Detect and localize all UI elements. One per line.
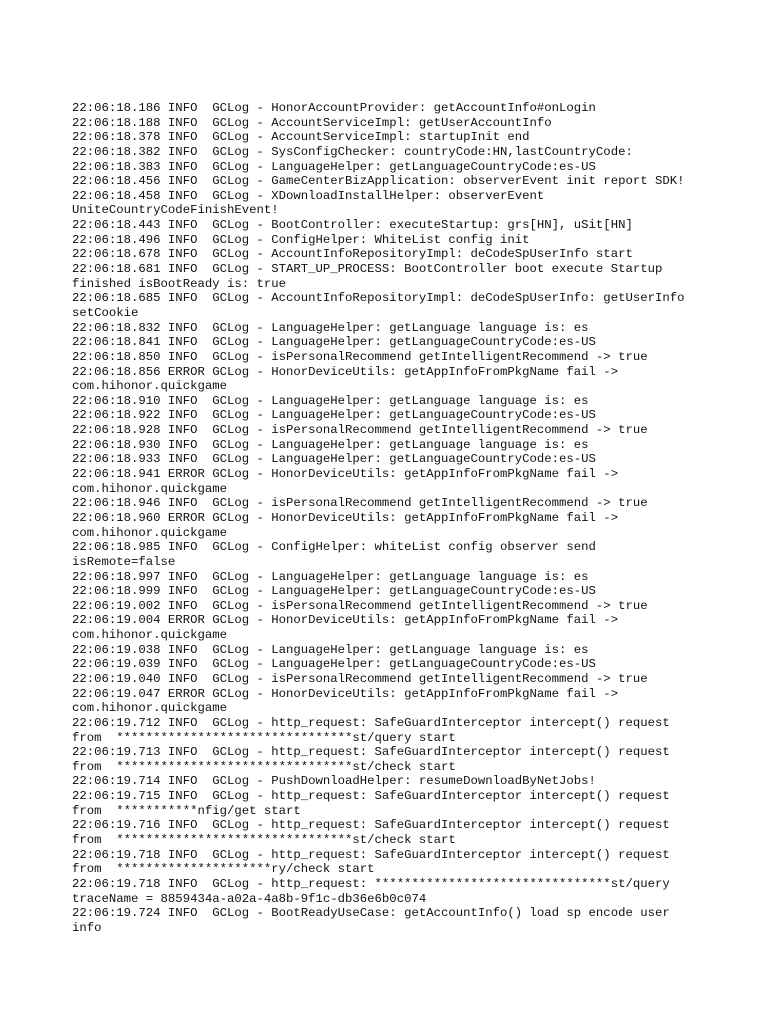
log-line: com.hihonor.quickgame <box>72 701 227 716</box>
log-document <box>72 101 712 936</box>
log-line: 22:06:19.714 INFO GCLog - PushDownloadHelper: resumeDownloadByNetJobs! <box>72 774 596 789</box>
log-line: 22:06:18.910 INFO GCLog - LanguageHelper: getLanguage language is: es <box>72 393 589 408</box>
log-line: from ***********nfig/get start <box>72 803 301 818</box>
log-line: com.hihonor.quickgame <box>72 525 227 540</box>
log-line: from ********************************st/query start <box>72 730 456 745</box>
log-line: 22:06:18.832 INFO GCLog - LanguageHelper: getLanguage language is: es <box>72 320 589 335</box>
log-line: 22:06:19.002 INFO GCLog - isPersonalRecommend getIntelligentRecommend -> true <box>72 598 648 613</box>
log-line: UniteCountryCodeFinishEvent! <box>72 203 279 218</box>
log-line: 22:06:19.004 ERROR GCLog - HonorDeviceUtils: getAppInfoFromPkgName fail -> <box>72 613 619 628</box>
log-line: isRemote=false <box>72 554 176 569</box>
log-line: 22:06:18.458 INFO GCLog - XDownloadInstallHelper: observerEvent <box>72 188 545 203</box>
log-line: 22:06:19.712 INFO GCLog - http_request: SafeGuardInterceptor intercept() request <box>72 715 670 730</box>
log-text <box>72 101 712 936</box>
log-line: com.hihonor.quickgame <box>72 481 227 496</box>
log-line: traceName = 8859434a-a02a-4a8b-9f1c-db36e6b0c074 <box>72 891 427 906</box>
log-line: 22:06:19.718 INFO GCLog - http_request: ********************************st/query <box>72 876 670 891</box>
log-line: 22:06:18.188 INFO GCLog - AccountServiceImpl: getUserAccountInfo <box>72 115 552 130</box>
log-line: 22:06:18.850 INFO GCLog - isPersonalRecommend getIntelligentRecommend -> true <box>72 349 648 364</box>
log-line: 22:06:18.999 INFO GCLog - LanguageHelper: getLanguageCountryCode:es-US <box>72 584 596 599</box>
log-line: 22:06:19.039 INFO GCLog - LanguageHelper: getLanguageCountryCode:es-US <box>72 657 596 672</box>
log-line: 22:06:18.841 INFO GCLog - LanguageHelper: getLanguageCountryCode:es-US <box>72 335 596 350</box>
log-line: 22:06:18.856 ERROR GCLog - HonorDeviceUtils: getAppInfoFromPkgName fail -> <box>72 364 619 379</box>
log-line: 22:06:18.928 INFO GCLog - isPersonalRecommend getIntelligentRecommend -> true <box>72 423 648 438</box>
log-line: 22:06:18.933 INFO GCLog - LanguageHelper: getLanguageCountryCode:es-US <box>72 452 596 467</box>
log-line: 22:06:18.383 INFO GCLog - LanguageHelper: getLanguageCountryCode:es-US <box>72 159 596 174</box>
log-line: 22:06:18.378 INFO GCLog - AccountServiceImpl: startupInit end <box>72 130 530 145</box>
log-line: 22:06:18.960 ERROR GCLog - HonorDeviceUtils: getAppInfoFromPkgName fail -> <box>72 510 619 525</box>
log-line: 22:06:18.186 INFO GCLog - HonorAccountProvider: getAccountInfo#onLogin <box>72 101 596 115</box>
log-line: 22:06:18.941 ERROR GCLog - HonorDeviceUtils: getAppInfoFromPkgName fail -> <box>72 467 619 482</box>
log-line: finished isBootReady is: true <box>72 276 287 291</box>
log-line: info <box>72 920 102 935</box>
log-line: 22:06:18.946 INFO GCLog - isPersonalRecommend getIntelligentRecommend -> true <box>72 496 648 511</box>
log-line: 22:06:18.685 INFO GCLog - AccountInfoRepositoryImpl: deCodeSpUserInfo: getUserInfo <box>72 291 685 306</box>
log-line: 22:06:18.382 INFO GCLog - SysConfigChecker: countryCode:HN,lastCountryCode: <box>72 144 633 159</box>
log-line: 22:06:19.718 INFO GCLog - http_request: SafeGuardInterceptor intercept() request <box>72 847 670 862</box>
log-line: 22:06:18.496 INFO GCLog - ConfigHelper: WhiteList config init <box>72 232 530 247</box>
log-line: 22:06:19.716 INFO GCLog - http_request: SafeGuardInterceptor intercept() request <box>72 818 670 833</box>
log-line: setCookie <box>72 305 139 320</box>
log-line: com.hihonor.quickgame <box>72 379 227 394</box>
log-line: from *********************ry/check start <box>72 862 375 877</box>
log-line: from ********************************st/check start <box>72 759 456 774</box>
log-line: 22:06:18.678 INFO GCLog - AccountInfoRepositoryImpl: deCodeSpUserInfo start <box>72 247 633 262</box>
log-line: 22:06:19.040 INFO GCLog - isPersonalRecommend getIntelligentRecommend -> true <box>72 671 648 686</box>
log-line: 22:06:18.930 INFO GCLog - LanguageHelper: getLanguage language is: es <box>72 437 589 452</box>
log-line: 22:06:19.713 INFO GCLog - http_request: SafeGuardInterceptor intercept() request <box>72 745 670 760</box>
log-line: 22:06:18.456 INFO GCLog - GameCenterBizApplication: observerEvent init report SDK! <box>72 174 685 189</box>
log-line: com.hihonor.quickgame <box>72 628 227 643</box>
log-line: 22:06:19.715 INFO GCLog - http_request: SafeGuardInterceptor intercept() request <box>72 789 670 804</box>
log-line: 22:06:19.038 INFO GCLog - LanguageHelper: getLanguage language is: es <box>72 642 589 657</box>
log-line: from ********************************st/check start <box>72 833 456 848</box>
log-line: 22:06:18.681 INFO GCLog - START_UP_PROCESS: BootController boot execute Startup <box>72 262 663 277</box>
log-line: 22:06:19.047 ERROR GCLog - HonorDeviceUtils: getAppInfoFromPkgName fail -> <box>72 686 619 701</box>
log-line: 22:06:19.724 INFO GCLog - BootReadyUseCase: getAccountInfo() load sp encode user <box>72 906 670 921</box>
log-line: 22:06:18.997 INFO GCLog - LanguageHelper: getLanguage language is: es <box>72 569 589 584</box>
log-line: 22:06:18.985 INFO GCLog - ConfigHelper: whiteList config observer send <box>72 540 596 555</box>
log-line: 22:06:18.922 INFO GCLog - LanguageHelper: getLanguageCountryCode:es-US <box>72 408 596 423</box>
log-line: 22:06:18.443 INFO GCLog - BootController: executeStartup: grs[HN], uSit[HN] <box>72 218 633 233</box>
